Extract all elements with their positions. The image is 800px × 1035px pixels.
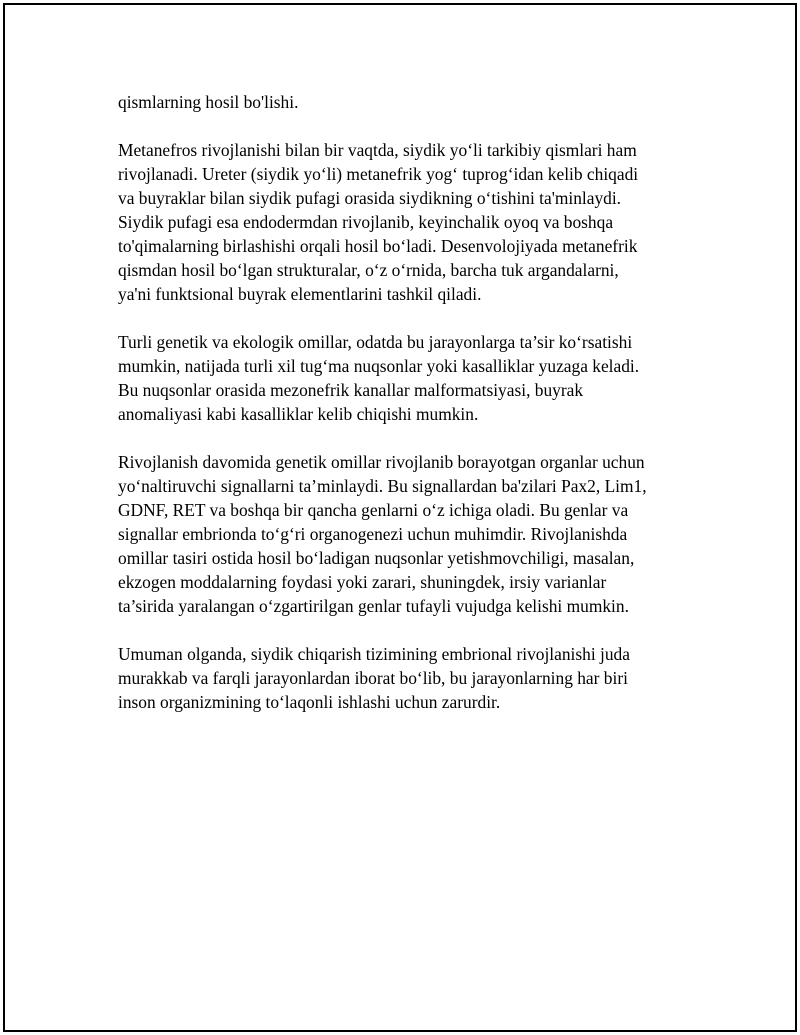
text-line: qismlarning hosil bo'lishi. — [118, 92, 299, 112]
text-line: rivojlanadi. Ureter (siydik yo‘li) metanefrik yog‘ tuprog‘idan kelib chiqadi — [118, 164, 639, 184]
text-line: GDNF, RET va boshqa bir qancha genlarni o‘z ichiga oladi. Bu genlar va — [118, 500, 629, 520]
text-line: Rivojlanish davomida genetik omillar rivojlanib borayotgan organlar uchun — [118, 452, 645, 472]
document-body — [118, 90, 688, 714]
paragraph-continuation — [118, 90, 688, 114]
text-line: yo‘naltiruvchi signallarni ta’minlaydi. Bu signallardan ba'zilari Pax2, Lim1, — [118, 476, 647, 496]
text-line: ta’sirida yaralangan o‘zgartirilgan genlar tufayli vujudga kelishi mumkin. — [118, 596, 629, 616]
text-line: anomaliyasi kabi kasalliklar kelib chiqishi mumkin. — [118, 404, 479, 424]
text-line: omillar tasiri ostida hosil bo‘ladigan nuqsonlar yetishmovchiligi, masalan, — [118, 548, 635, 568]
text-line: Bu nuqsonlar orasida mezonefrik kanallar malformatsiyasi, buyrak — [118, 380, 584, 400]
paragraph-conclusion — [118, 642, 688, 714]
text-line: signallar embrionda to‘g‘ri organogenezi uchun muhimdir. Rivojlanishda — [118, 524, 628, 544]
text-line: qismdan hosil bo‘lgan strukturalar, o‘z o‘rnida, barcha tuk argandalarni, — [118, 260, 619, 280]
text-line: ya'ni funktsional buyrak elementlarini tashkil qiladi. — [118, 284, 482, 304]
paragraph-omillar — [118, 330, 688, 426]
text-line: Siydik pufagi esa endodermdan rivojlanib, keyinchalik oyoq va boshqa — [118, 212, 614, 232]
text-line: Umuman olganda, siydik chiqarish tizimining embrional rivojlanishi juda — [118, 644, 630, 664]
text-line: mumkin, natijada turli xil tug‘ma nuqsonlar yoki kasalliklar yuzaga keladi. — [118, 356, 640, 376]
text-line: ekzogen moddalarning foydasi yoki zarari, shuningdek, irsiy varianlar — [118, 572, 607, 592]
text-line: inson organizmining to‘laqonli ishlashi uchun zarurdir. — [118, 692, 501, 712]
paragraph-metanefros — [118, 138, 688, 306]
text-line: to'qimalarning birlashishi orqali hosil bo‘ladi. Desenvolojiyada metanefrik — [118, 236, 638, 256]
text-line: Turli genetik va ekologik omillar, odatda bu jarayonlarga ta’sir ko‘rsatishi — [118, 332, 633, 352]
text-line: murakkab va farqli jarayonlardan iborat bo‘lib, bu jarayonlarning har biri — [118, 668, 628, 688]
text-line: Metanefros rivojlanishi bilan bir vaqtda, siydik yo‘li tarkibiy qismlari ham — [118, 140, 637, 160]
paragraph-genetik — [118, 450, 688, 618]
text-line: va buyraklar bilan siydik pufagi orasida siydikning o‘tishini ta'minlaydi. — [118, 188, 622, 208]
